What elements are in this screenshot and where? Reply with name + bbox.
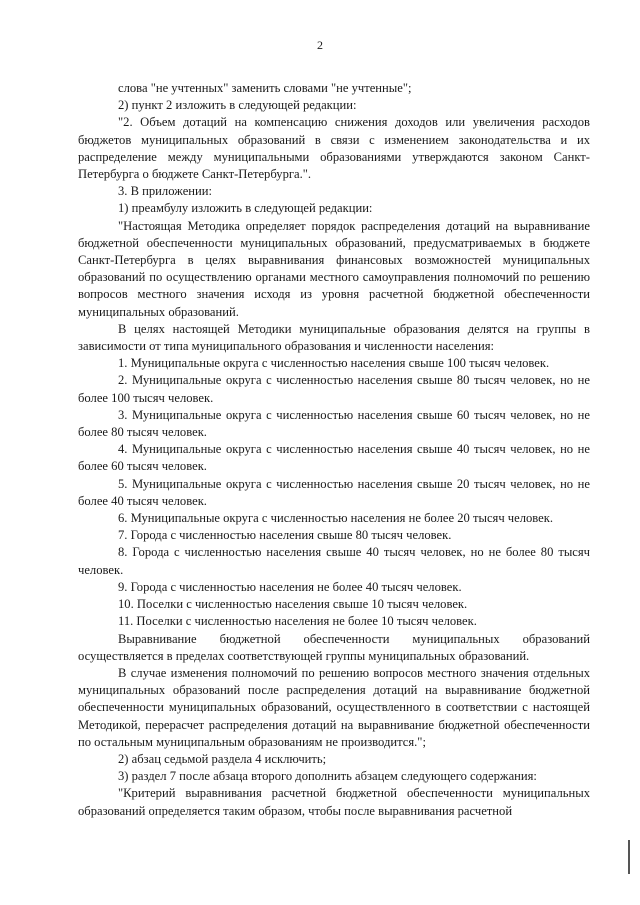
document-body: [78, 80, 590, 820]
scan-edge-mark: [628, 840, 630, 874]
paragraph: В целях настоящей Методики муниципальные образования делятся на группы в зависимости от типа муниципального образования и численности населения:: [78, 321, 590, 354]
paragraph: "Настоящая Методика определяет порядок распределения дотаций на выравнивание бюджетной обеспеченности муниципальных образований, предусматриваемых в бюджете Санкт-Петербурга в целях выравнивания финансовых возможностей муниципальных образований по осуществлению органами местного самоуправления полномочий по решению вопросов местного значения исходя из уровня расчетной бюджетной обеспеченности муниципальных образований.: [78, 218, 590, 319]
list-item: 10. Поселки с численностью населения свыше 10 тысяч человек.: [118, 597, 468, 612]
paragraph: "2. Объем дотаций на компенсацию снижения доходов или увеличения расходов бюджетов муниципальных образований в связи с изменением законодательства и их распределение между муниципальными образованиями утверждаются законом Санкт-Петербурга о бюджете Санкт-Петербурга.".: [78, 115, 590, 182]
paragraph: 3. В приложении:: [118, 184, 213, 199]
list-item: 9. Города с численностью населения не более 40 тысяч человек.: [118, 579, 462, 594]
paragraph: 2) пункт 2 изложить в следующей редакции:: [118, 98, 357, 113]
paragraph: 1) преамбулу изложить в следующей редакции:: [118, 201, 373, 216]
paragraph: 3) раздел 7 после абзаца второго дополнить абзацем следующего содержания:: [118, 769, 537, 784]
paragraph: слова "не учтенных" заменить словами "не учтенные";: [118, 81, 412, 95]
list-item: 11. Поселки с численностью населения не более 10 тысяч человек.: [118, 614, 477, 629]
paragraph: В случае изменения полномочий по решению вопросов местного значения отдельных муниципальных образований после распределения дотаций на выравнивание бюджетной обеспеченности муниципальных образований, осуществленного в соответствии с настоящей Методикой, перерасчет распределения дотаций на выравнивание бюджетной обеспеченности по остальным муниципальным образованиям не производится.";: [78, 665, 590, 749]
list-item: 4. Муниципальные округа с численностью населения свыше 40 тысяч человек, но не более 60 тысяч человек.: [78, 442, 590, 474]
list-item: 5. Муниципальные округа с численностью населения свыше 20 тысяч человек, но не более 40 тысяч человек.: [78, 476, 590, 508]
list-item: 6. Муниципальные округа с численностью населения не более 20 тысяч человек.: [118, 511, 554, 526]
list-item: 2. Муниципальные округа с численностью населения свыше 80 тысяч человек, но не более 100 тысяч человек.: [78, 373, 590, 405]
page-number: 2: [317, 38, 323, 52]
list-item: 8. Города с численностью населения свыше 40 тысяч человек, но не более 80 тысяч человек.: [78, 545, 590, 577]
list-item: 3. Муниципальные округа с численностью населения свыше 60 тысяч человек, но не более 80 тысяч человек.: [78, 407, 590, 440]
list-item: 7. Города с численностью населения свыше 80 тысяч человек.: [118, 528, 452, 543]
list-item: 1. Муниципальные округа с численностью населения свыше 100 тысяч человек.: [118, 356, 550, 371]
paragraph: 2) абзац седьмой раздела 4 исключить;: [118, 751, 327, 766]
paragraph: "Критерий выравнивания расчетной бюджетной обеспеченности муниципальных образований определяется таким образом, чтобы после выравнивания расчетной: [78, 786, 590, 818]
paragraph: Выравнивание бюджетной обеспеченности муниципальных образований осуществляется в пределах соответствующей группы муниципальных образований.: [78, 631, 590, 663]
